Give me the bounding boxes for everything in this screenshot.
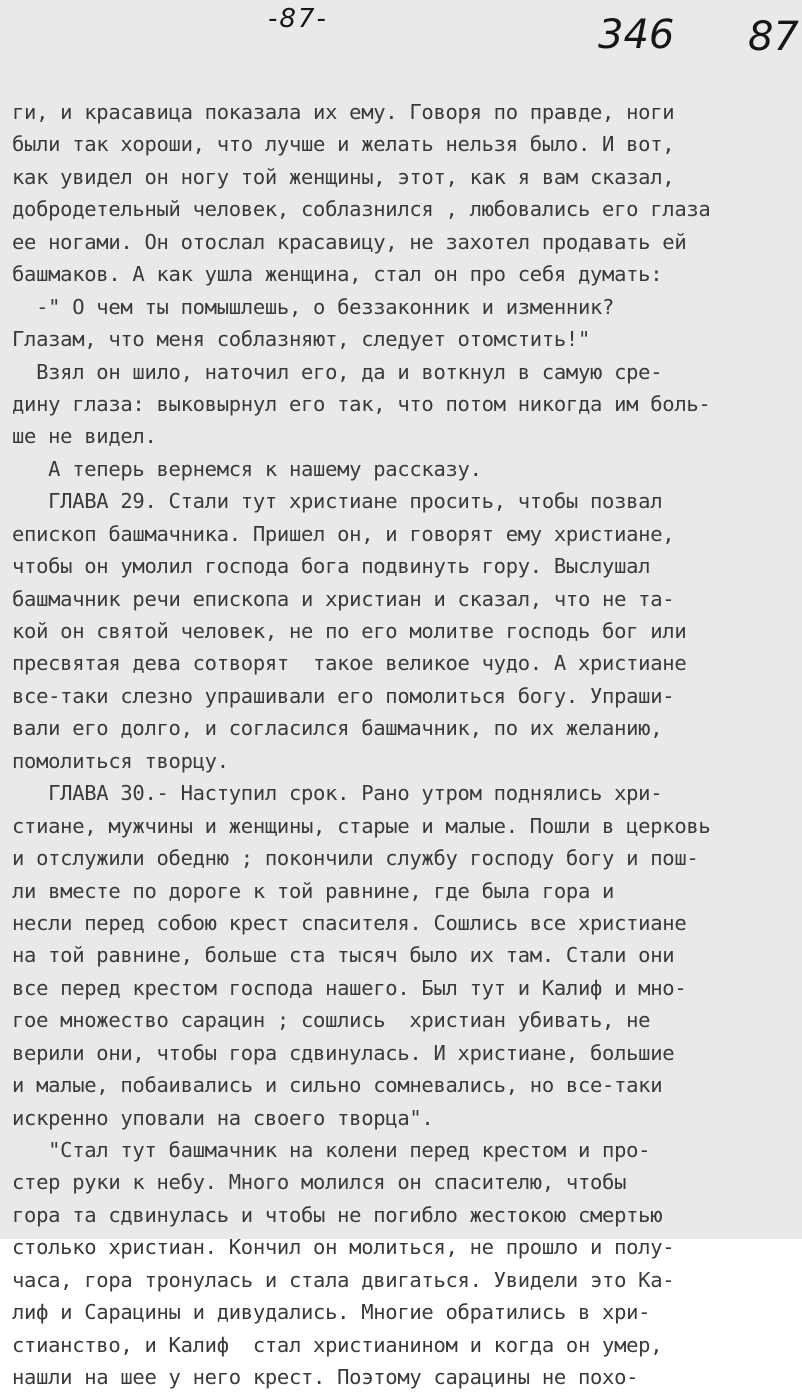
text-line: кой он святой человек, не по его молитве господь бог или: [12, 619, 687, 643]
text-line: А теперь вернемся к нашему рассказу.: [12, 456, 482, 481]
text-line: стиане, мужчины и женщины, старые и малые. Пошли в церковь: [12, 813, 711, 838]
text-line: ее ногами. Он отослал красавицу, не захотел продавать ей: [12, 229, 687, 254]
text-line: -" О чем ты помышлешь, о беззаконник и изменник?: [12, 294, 615, 319]
text-line: башмаков. А как ушла женщина, стал он про себя думать:: [12, 262, 663, 287]
text-line: пресвятая дева сотворят такое великое чудо. А христиане: [12, 651, 687, 676]
text-line: ли вместе по дороге к той равнине, где была гора и: [12, 878, 615, 903]
text-line: часа, гора тронулась и стала двигаться. Увидели это Ка-: [12, 1267, 675, 1292]
typewritten-text-body: [12, 96, 796, 1394]
text-line: башмачник речи епископа и христиан и сказал, что не та-: [12, 586, 675, 611]
text-line: дину глаза: выковырнул его так, что потом никогда им боль-: [12, 391, 711, 416]
text-line: чтобы он умолил господа бога подвинуть гору. Выслушал: [12, 554, 651, 579]
page-number-top: -87-: [268, 4, 328, 34]
text-line: ГЛАВА 29. Стали тут христиане просить, чтобы позвал: [12, 489, 663, 514]
text-line: как увидел он ногу той женщины, этот, как я вам сказал,: [12, 164, 675, 189]
text-line: Глазам, что меня соблазняют, следует отомстить!": [12, 327, 591, 352]
text-line: ГЛАВА 30.- Наступил срок. Рано утром поднялись хри-: [12, 781, 663, 806]
text-line: на той равнине, больше ста тысяч было их там. Стали они: [12, 943, 675, 968]
text-line: лиф и Сарацины и дивудались. Многие обратились в хри-: [12, 1300, 651, 1325]
text-line: Взял он шило, наточил его, да и воткнул в самую сре-: [12, 359, 663, 384]
text-line: искренно уповали на своего творца".: [12, 1105, 434, 1130]
text-line: ше не видел.: [12, 424, 157, 449]
text-line: стианство, и Калиф стал христианином и когда он умер,: [12, 1332, 663, 1357]
text-line: гое множество сарацин ; сошлись христиан убивать, не: [12, 1008, 651, 1033]
text-line: и малые, побаивались и сильно сомневались, но все-таки: [12, 1073, 663, 1098]
handwritten-reference-number: 346: [598, 12, 675, 58]
text-line: стер руки к небу. Много молился он спасителю, чтобы: [12, 1170, 627, 1195]
text-line: были так хороши, что лучше и желать нельзя было. И вот,: [12, 132, 675, 157]
text-line: ги, и красавица показала их ему. Говоря по правде, ноги: [12, 100, 675, 124]
text-line: помолиться творцу.: [12, 748, 229, 773]
handwritten-page-number: 87: [748, 14, 799, 60]
text-line: вали его долго, и согласился башмачник, по их желанию,: [12, 716, 663, 741]
text-line: верили они, чтобы гора сдвинулась. И христиане, большие: [12, 1040, 675, 1065]
text-line: "Стал тут башмачник на колени перед крестом и про-: [12, 1138, 651, 1162]
text-line: епископ башмачника. Пришел он, и говорят ему христиане,: [12, 521, 675, 546]
text-line: и отслужили обедню ; покончили службу господу богу и пош-: [12, 846, 699, 871]
text-line: все перед крестом господа нашего. Был тут и Калиф и мно-: [12, 975, 687, 1000]
text-line: все-таки слезно упрашивали его помолиться богу. Упраши-: [12, 683, 675, 708]
text-line: добродетельный человек, соблазнился , любовались его глаза: [12, 197, 711, 222]
text-line: нашли на шее у него крест. Поэтому сарацины не похо-: [12, 1365, 639, 1390]
text-line: столько христиан. Кончил он молиться, не прошло и полу-: [12, 1235, 675, 1260]
text-line: несли перед собою крест спасителя. Сошлись все христиане: [12, 910, 687, 935]
text-line: гора та сдвинулась и чтобы не погибло жестокою смертью: [12, 1202, 663, 1227]
